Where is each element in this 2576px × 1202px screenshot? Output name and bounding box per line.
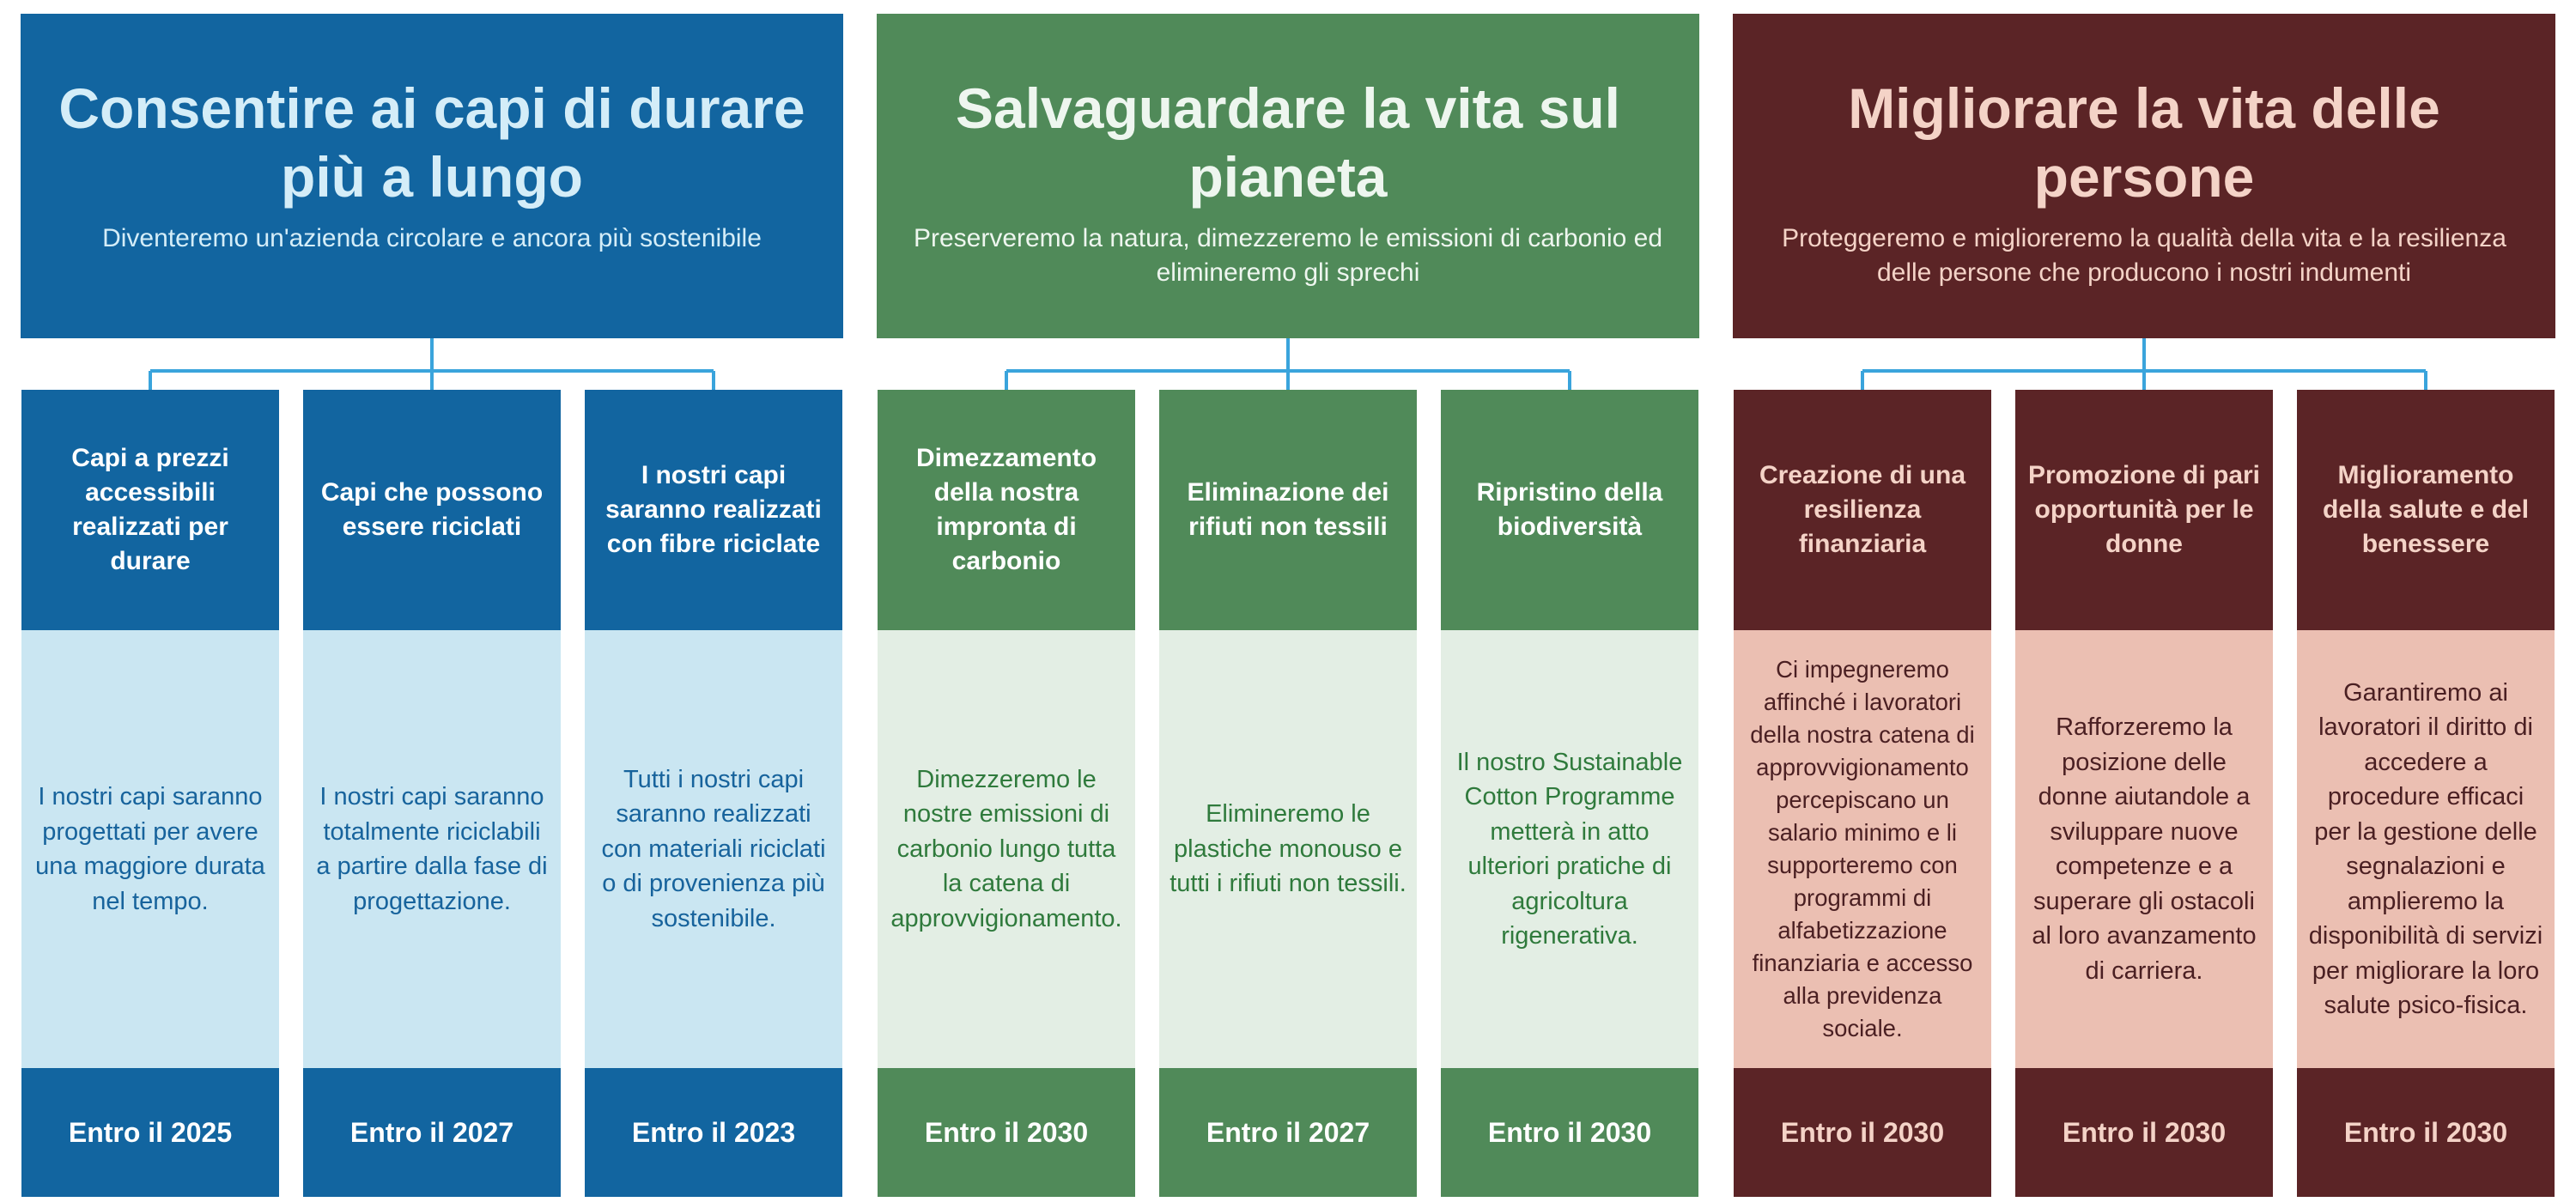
goal-heading: Promozione di pari opportunità per le donne bbox=[2015, 390, 2273, 630]
goal-column-durable bbox=[21, 390, 279, 1197]
goal-body: Rafforzeremo la posizione delle donne aiutandole a sviluppare nuove competenze e a superare gli ostacoli al loro avanzamento di carriera. bbox=[2015, 630, 2273, 1068]
goal-column-carbon bbox=[878, 390, 1135, 1197]
pillar-header-people bbox=[1733, 14, 2555, 338]
goal-deadline: Entro il 2023 bbox=[585, 1068, 842, 1197]
goal-column-waste bbox=[1159, 390, 1417, 1197]
goal-heading: Eliminazione dei rifiuti non tessili bbox=[1159, 390, 1417, 630]
goal-deadline: Entro il 2025 bbox=[21, 1068, 279, 1197]
goal-body: Il nostro Sustainable Cotton Programme metterà in atto ulteriori pratiche di agricoltura rigenerativa. bbox=[1441, 630, 1698, 1068]
goal-column-recyclable bbox=[303, 390, 561, 1197]
pillar-title: Migliorare la vita delle persone bbox=[1848, 76, 2440, 209]
goal-deadline: Entro il 2030 bbox=[878, 1068, 1135, 1197]
goal-column-financial bbox=[1734, 390, 1991, 1197]
goal-heading: Creazione di una resilienza finanziaria bbox=[1734, 390, 1991, 630]
goal-heading: Ripristino della biodiversità bbox=[1441, 390, 1698, 630]
goal-heading: Capi che possono essere riciclati bbox=[303, 390, 561, 630]
pillar-header-garments bbox=[21, 14, 843, 338]
goal-column-wellbeing bbox=[2297, 390, 2555, 1197]
goal-deadline: Entro il 2027 bbox=[1159, 1068, 1417, 1197]
pillar-title: Salvaguardare la vita sul pianeta bbox=[955, 76, 1621, 209]
goal-deadline: Entro il 2027 bbox=[303, 1068, 561, 1197]
goal-column-women bbox=[2015, 390, 2273, 1197]
goal-body: Elimineremo le plastiche monouso e tutti i rifiuti non tessili. bbox=[1159, 630, 1417, 1068]
pillar-title: Consentire ai capi di durare più a lungo bbox=[58, 76, 805, 209]
goal-deadline: Entro il 2030 bbox=[1441, 1068, 1698, 1197]
goal-deadline: Entro il 2030 bbox=[1734, 1068, 1991, 1197]
goal-body: I nostri capi saranno progettati per avere una maggiore durata nel tempo. bbox=[21, 630, 279, 1068]
goal-heading: I nostri capi saranno realizzati con fibre riciclate bbox=[585, 390, 842, 630]
goal-deadline: Entro il 2030 bbox=[2015, 1068, 2273, 1197]
goal-deadline: Entro il 2030 bbox=[2297, 1068, 2555, 1197]
goal-column-recycled-fibres bbox=[585, 390, 842, 1197]
goal-body: Dimezzeremo le nostre emissioni di carbonio lungo tutta la catena di approvvigionamento. bbox=[878, 630, 1135, 1068]
goal-column-biodiversity bbox=[1441, 390, 1698, 1197]
goal-heading: Capi a prezzi accessibili realizzati per durare bbox=[21, 390, 279, 630]
pillar-subtitle: Preserveremo la natura, dimezzeremo le emissioni di carbonio ed elimineremo gli sprechi bbox=[913, 224, 1663, 287]
pillar-header-planet bbox=[877, 14, 1699, 338]
pillar-subtitle: Proteggeremo e miglioreremo la qualità della vita e la resilienza delle persone che producono i nostri indumenti bbox=[1782, 224, 2506, 287]
goal-body: Garantiremo ai lavoratori il diritto di accedere a procedure efficaci per la gestione delle segnalazioni e amplieremo la disponibilità di servizi per migliorare la loro salute psico-fisica. bbox=[2297, 630, 2555, 1068]
pillar-subtitle: Diventeremo un'azienda circolare e ancora più sostenibile bbox=[102, 224, 762, 252]
goal-heading: Miglioramento della salute e del benessere bbox=[2297, 390, 2555, 630]
goal-body: I nostri capi saranno totalmente riciclabili a partire dalla fase di progettazione. bbox=[303, 630, 561, 1068]
goal-heading: Dimezzamento della nostra impronta di carbonio bbox=[878, 390, 1135, 630]
goal-body: Tutti i nostri capi saranno realizzati con materiali riciclati o di provenienza più sostenibile. bbox=[585, 630, 842, 1068]
goal-body: Ci impegneremo affinché i lavoratori della nostra catena di approvvigionamento percepiscano un salario minimo e li supporteremo con programmi di alfabetizzazione finanziaria e accesso alla previdenza sociale. bbox=[1734, 630, 1991, 1068]
